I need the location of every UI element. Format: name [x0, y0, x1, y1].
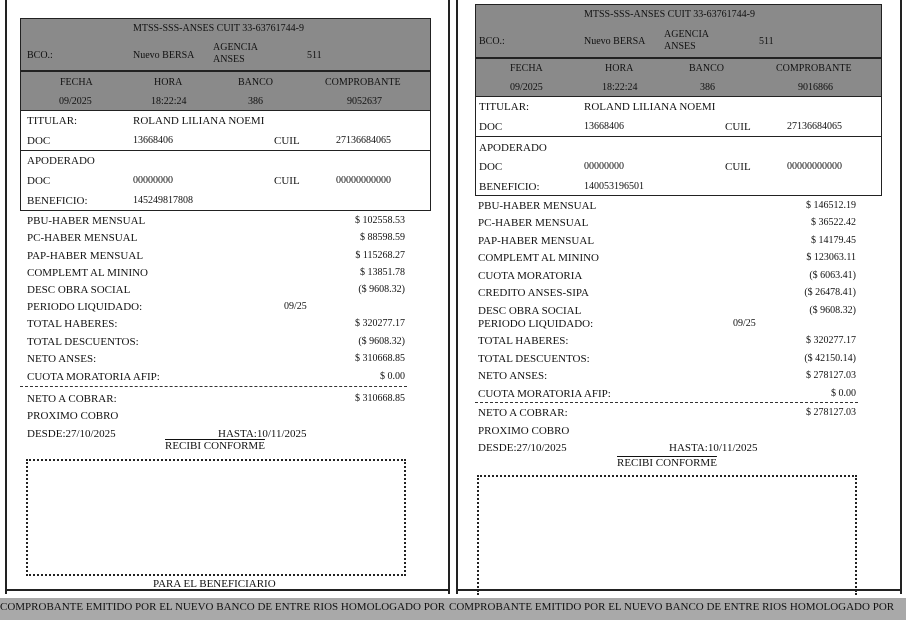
- left-para-beneficiario: PARA EL BENEFICIARIO: [153, 578, 276, 590]
- left-item-value: $ 115268.27: [355, 250, 405, 261]
- right-item-label: COMPLEMT AL MININO: [478, 252, 600, 264]
- right-recibi-conforme: RECIBI CONFORME: [617, 457, 717, 469]
- left-proximo-label: PROXIMO COBRO: [27, 410, 119, 422]
- left-neto-value: $ 310668.85: [355, 393, 405, 404]
- right-apo-doc-label: DOC: [479, 161, 503, 173]
- right-total-value: $ 278127.03: [806, 370, 856, 381]
- left-page-border: [5, 0, 7, 594]
- right-item-label: PBU-HABER MENSUAL: [478, 200, 597, 212]
- right-page-border-right: [900, 0, 902, 594]
- right-fecha-label: FECHA: [510, 63, 543, 74]
- left-signature-box: [26, 459, 406, 576]
- left-item-value: ($ 9608.32): [358, 284, 405, 295]
- left-fecha-value: 09/2025: [59, 96, 92, 107]
- right-item-value: ($ 6063.41): [809, 270, 856, 281]
- right-bco-value: Nuevo BERSA: [584, 36, 646, 47]
- right-item-label: PAP-HABER MENSUAL: [478, 235, 595, 247]
- left-apo-doc-label: DOC: [27, 175, 51, 187]
- right-signature-box: [477, 475, 857, 595]
- right-item-label: DESC OBRA SOCIAL: [478, 305, 582, 317]
- right-item-value: ($ 26478.41): [804, 287, 856, 298]
- left-total-value: ($ 9608.32): [358, 336, 405, 347]
- right-comprobante-value: 9016866: [798, 82, 833, 93]
- left-fecha-label: FECHA: [60, 77, 93, 88]
- right-proximo-label: PROXIMO COBRO: [478, 425, 570, 437]
- left-footer-text: COMPROBANTE EMITIDO POR EL NUEVO BANCO DE ENTRE RIOS HOMOLOGADO POR: [0, 601, 446, 613]
- right-periodo-value: 09/25: [733, 318, 756, 329]
- left-item-label: PBU-HABER MENSUAL: [27, 215, 146, 227]
- right-item-value: $ 14179.45: [811, 235, 856, 246]
- left-cuil-label: CUIL: [274, 135, 300, 147]
- right-agencia-label: AGENCIA ANSES: [664, 29, 709, 52]
- left-header-title: MTSS-SSS-ANSES CUIT 33-63761744-9: [133, 23, 304, 34]
- left-hora-label: HORA: [154, 77, 183, 88]
- right-item-value: ($ 9608.32): [809, 305, 856, 316]
- right-hora-label: HORA: [605, 63, 634, 74]
- right-total-label: NETO ANSES:: [478, 370, 548, 382]
- left-item-value: $ 102558.53: [355, 215, 405, 226]
- left-agencia-value: 511: [307, 50, 322, 61]
- left-agencia-label: AGENCIA ANSES: [213, 42, 258, 65]
- left-desde: DESDE:27/10/2025: [27, 428, 116, 440]
- right-item-value: $ 36522.42: [811, 217, 856, 228]
- left-dashed-separator: [20, 386, 407, 387]
- left-periodo-label: PERIODO LIQUIDADO:: [27, 301, 143, 313]
- right-header-divider: [475, 57, 882, 59]
- right-fecha-value: 09/2025: [510, 82, 543, 93]
- right-total-value: ($ 42150.14): [804, 353, 856, 364]
- right-cuil-label: CUIL: [725, 121, 751, 133]
- right-item-value: $ 123063.11: [806, 252, 856, 263]
- right-banco-value: 386: [700, 82, 715, 93]
- left-total-value: $ 310668.85: [355, 353, 405, 364]
- left-apoderado-label: APODERADO: [27, 155, 95, 167]
- right-bco-label: BCO.:: [479, 36, 505, 47]
- left-hora-value: 18:22:24: [151, 96, 187, 107]
- left-bco-value: Nuevo BERSA: [133, 50, 195, 61]
- left-total-label: CUOTA MORATORIA AFIP:: [27, 371, 160, 383]
- left-item-label: DESC OBRA SOCIAL: [27, 284, 131, 296]
- right-titular-label: TITULAR:: [479, 101, 530, 113]
- right-titular-value: ROLAND LILIANA NOEMI: [584, 101, 716, 113]
- left-doc-label: DOC: [27, 135, 51, 147]
- left-apo-cuil-label: CUIL: [274, 175, 300, 187]
- right-neto-value: $ 278127.03: [806, 407, 856, 418]
- left-comprobante-label: COMPROBANTE: [325, 77, 401, 88]
- left-beneficio-label: BENEFICIO:: [27, 195, 88, 207]
- right-apoderado-label: APODERADO: [479, 142, 547, 154]
- left-item-label: COMPLEMT AL MININO: [27, 267, 149, 279]
- left-apo-cuil-value: 00000000000: [336, 175, 391, 186]
- right-apo-cuil-label: CUIL: [725, 161, 751, 173]
- right-cuil-value: 27136684065: [787, 121, 842, 132]
- right-item-label: PC-HABER MENSUAL: [478, 217, 589, 229]
- right-header-title: MTSS-SSS-ANSES CUIT 33-63761744-9: [584, 9, 755, 20]
- right-hora-value: 18:22:24: [602, 82, 638, 93]
- left-neto-label: NETO A COBRAR:: [27, 393, 117, 405]
- right-apo-cuil-value: 00000000000: [787, 161, 842, 172]
- right-comprobante-label: COMPROBANTE: [776, 63, 852, 74]
- left-item-label: PAP-HABER MENSUAL: [27, 250, 144, 262]
- right-agencia-value: 511: [759, 36, 774, 47]
- right-item-value: $ 146512.19: [806, 200, 856, 211]
- right-footer-text: COMPROBANTE EMITIDO POR EL NUEVO BANCO DE ENTRE RIOS HOMOLOGADO POR: [449, 601, 895, 613]
- right-desde: DESDE:27/10/2025: [478, 442, 567, 454]
- right-total-label: TOTAL HABERES:: [478, 335, 569, 347]
- right-dashed-separator: [475, 402, 858, 403]
- right-total-label: CUOTA MORATORIA AFIP:: [478, 388, 611, 400]
- left-titular-value: ROLAND LILIANA NOEMI: [133, 115, 265, 127]
- left-total-label: TOTAL DESCUENTOS:: [27, 336, 139, 348]
- left-titular-label: TITULAR:: [27, 115, 78, 127]
- left-cuil-value: 27136684065: [336, 135, 391, 146]
- right-page-border: [456, 0, 458, 594]
- left-total-label: TOTAL HABERES:: [27, 318, 118, 330]
- right-hasta: HASTA:10/11/2025: [669, 442, 758, 454]
- right-banco-label: BANCO: [689, 63, 725, 74]
- left-item-value: $ 88598.59: [360, 232, 405, 243]
- left-banco-value: 386: [248, 96, 263, 107]
- right-neto-label: NETO A COBRAR:: [478, 407, 568, 419]
- left-item-value: $ 13851.78: [360, 267, 405, 278]
- left-apo-doc-value: 00000000: [133, 175, 173, 186]
- left-recibi-conforme: RECIBI CONFORME: [165, 440, 265, 452]
- left-total-label: NETO ANSES:: [27, 353, 97, 365]
- right-item-label: CUOTA MORATORIA: [478, 270, 583, 282]
- right-apo-doc-value: 00000000: [584, 161, 624, 172]
- left-item-label: PC-HABER MENSUAL: [27, 232, 138, 244]
- left-header-divider: [20, 70, 431, 72]
- right-periodo-label: PERIODO LIQUIDADO:: [478, 318, 594, 330]
- right-beneficio-value: 140053196501: [584, 181, 644, 192]
- left-total-value: $ 0.00: [380, 371, 405, 382]
- left-total-value: $ 320277.17: [355, 318, 405, 329]
- left-doc-value: 13668406: [133, 135, 173, 146]
- right-item-label: CREDITO ANSES-SIPA: [478, 287, 589, 299]
- left-periodo-value: 09/25: [284, 301, 307, 312]
- left-hasta: HASTA:10/11/2025: [218, 428, 307, 440]
- left-banco-label: BANCO: [238, 77, 274, 88]
- left-comprobante-value: 9052637: [347, 96, 382, 107]
- right-doc-value: 13668406: [584, 121, 624, 132]
- left-page-border-right: [448, 0, 450, 594]
- right-total-value: $ 320277.17: [806, 335, 856, 346]
- left-bco-label: BCO.:: [27, 50, 53, 61]
- right-total-value: $ 0.00: [831, 388, 856, 399]
- right-beneficio-label: BENEFICIO:: [479, 181, 540, 193]
- right-total-label: TOTAL DESCUENTOS:: [478, 353, 590, 365]
- right-doc-label: DOC: [479, 121, 503, 133]
- left-beneficio-value: 145249817808: [133, 195, 193, 206]
